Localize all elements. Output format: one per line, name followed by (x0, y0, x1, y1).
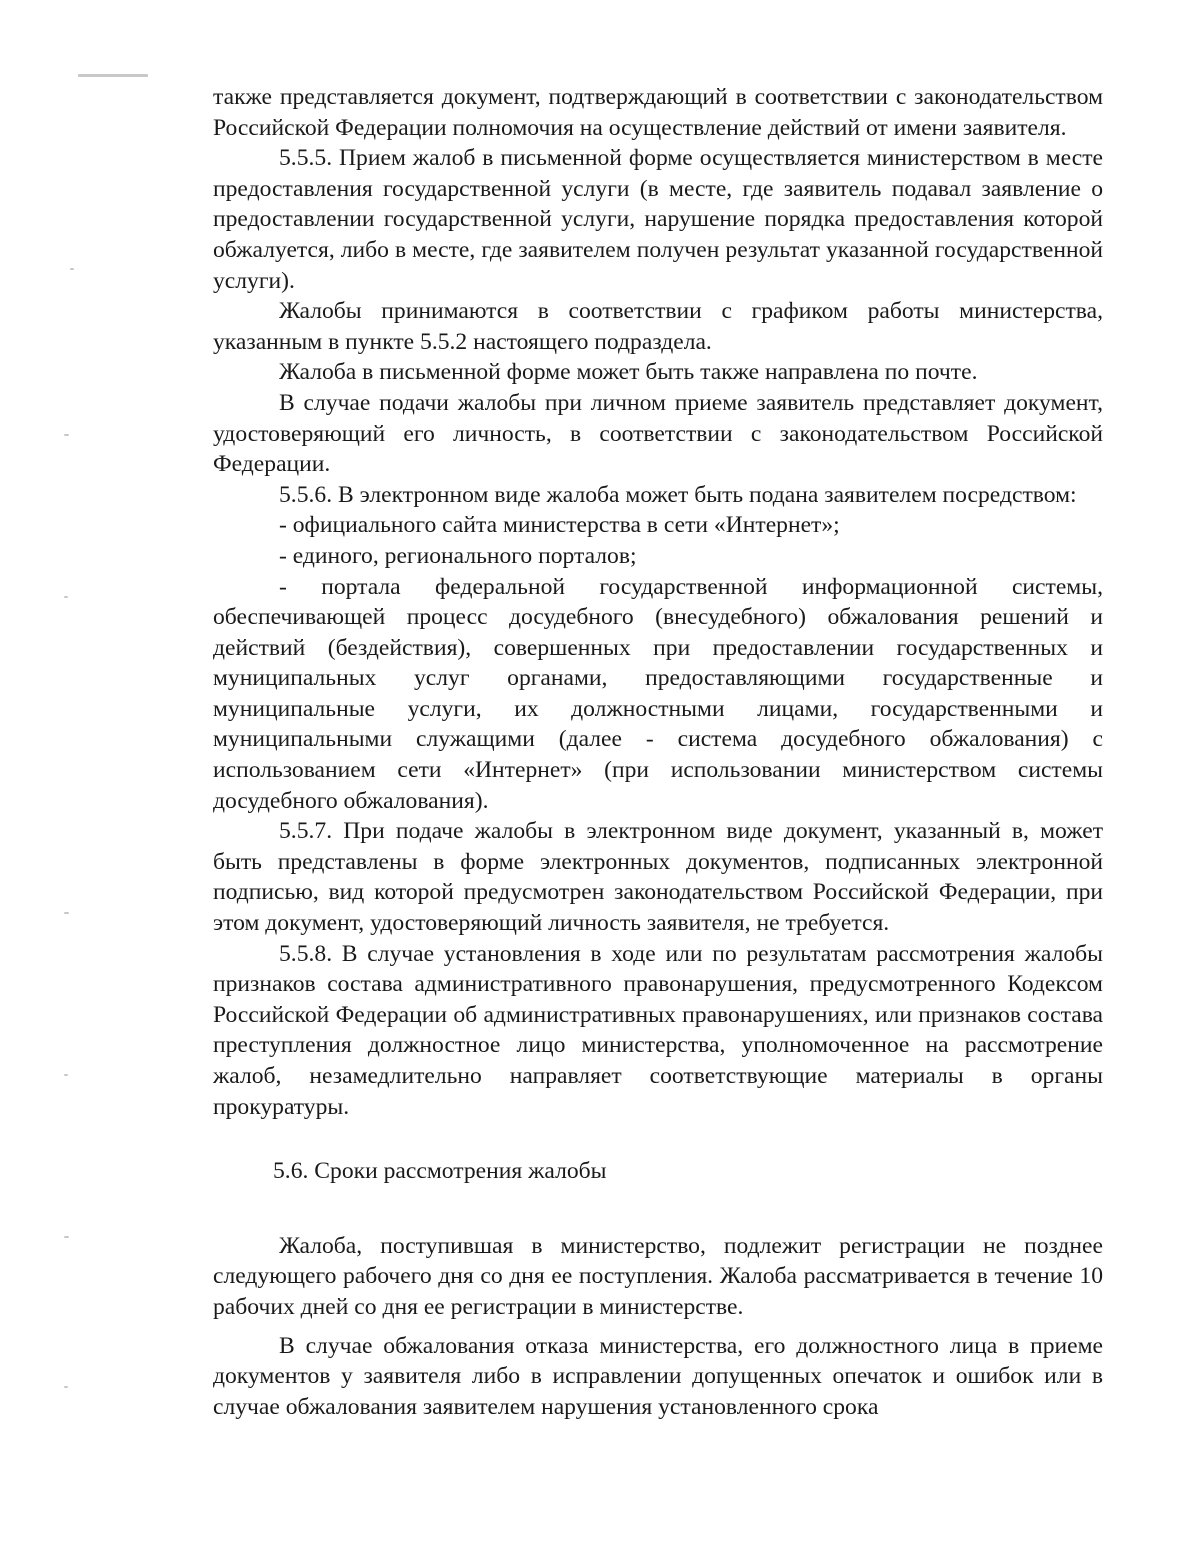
scan-speck (64, 912, 69, 914)
section-heading: 5.6. Сроки рассмотрения жалобы (273, 1158, 607, 1185)
list-item: - портала федеральной государственной информационной системы, обеспечивающей процесс досудебного (внесудебного) обжалования решений и действий (бездействия), совершенных при предоставлении государственных и муниципальных услуг органами, предоставляющими государственные и муниципальные услуги, их должностными лицами, государственными и муниципальными служащими (далее - система досудебного обжалования) с использованием сети «Интернет» (при использовании министерством системы досудебного обжалования). (213, 573, 1103, 814)
scan-speck (64, 596, 68, 598)
paragraph: Жалоба, поступившая в министерство, подлежит регистрации не позднее следующего рабочего дня со дня ее поступления. Жалоба рассматривается в течение 10 рабочих дней со дня ее регистрации в министерстве. (213, 1232, 1103, 1320)
paragraph: Жалобы принимаются в соответствии с графиком работы министерства, указанным в пункте 5.5.2 настоящего подраздела. (213, 298, 1103, 355)
document-page (213, 82, 1103, 1422)
scan-speck (64, 1074, 68, 1076)
paragraph: В случае подачи жалобы при личном приеме заявитель представляет документ, удостоверяющий его личность, в соответствии с законодательством Российской Федерации. (213, 389, 1103, 478)
scan-speck (64, 1386, 68, 1388)
scan-speck (78, 74, 148, 77)
scan-speck (64, 434, 69, 436)
paragraph: 5.5.6. В электронном виде жалоба может быть подана заявителем посредством: (279, 481, 1077, 508)
paragraph: 5.5.8. В случае установления в ходе или по результатам рассмотрения жалобы признаков состава административного правонарушения, предусмотренного Кодексом Российской Федерации об административных правонарушениях, или признаков состава преступления должностное лицо министерства, уполномоченное на рассмотрение жалоб, незамедлительно направляет соответствующие материалы в органы прокуратуры. (213, 940, 1103, 1120)
paragraph: также представляется документ, подтверждающий в соответствии с законодательством Российской Федерации полномочия на осуществление действий от имени заявителя. (213, 84, 1103, 141)
paragraph: В случае обжалования отказа министерства, его должностного лица в приеме документов у заявителя либо в исправлении допущенных опечаток и ошибок или в случае обжалования заявителем нарушения установленного срока (213, 1332, 1103, 1420)
list-item: - официального сайта министерства в сети «Интернет»; (279, 512, 840, 539)
scan-speck (64, 1236, 69, 1238)
paragraph: 5.5.7. При подаче жалобы в электронном виде документ, указанный в, может быть представлены в форме электронных документов, подписанных электронной подписью, вид которой предусмотрен законодательством Российской Федерации, при этом документ, удостоверяющий личность заявителя, не требуется. (213, 818, 1103, 937)
scan-speck (70, 268, 74, 270)
paragraph: Жалоба в письменной форме может быть также направлена по почте. (279, 359, 978, 386)
paragraph: 5.5.5. Прием жалоб в письменной форме осуществляется министерством в месте предоставления государственной услуги (в месте, где заявитель подавал заявление о предоставлении государственной услуги, нарушение порядка предоставления которой обжалуется, либо в месте, где заявителем получен результат указанной государственной услуги). (213, 145, 1103, 294)
list-item: - единого, регионального порталов; (279, 542, 637, 569)
